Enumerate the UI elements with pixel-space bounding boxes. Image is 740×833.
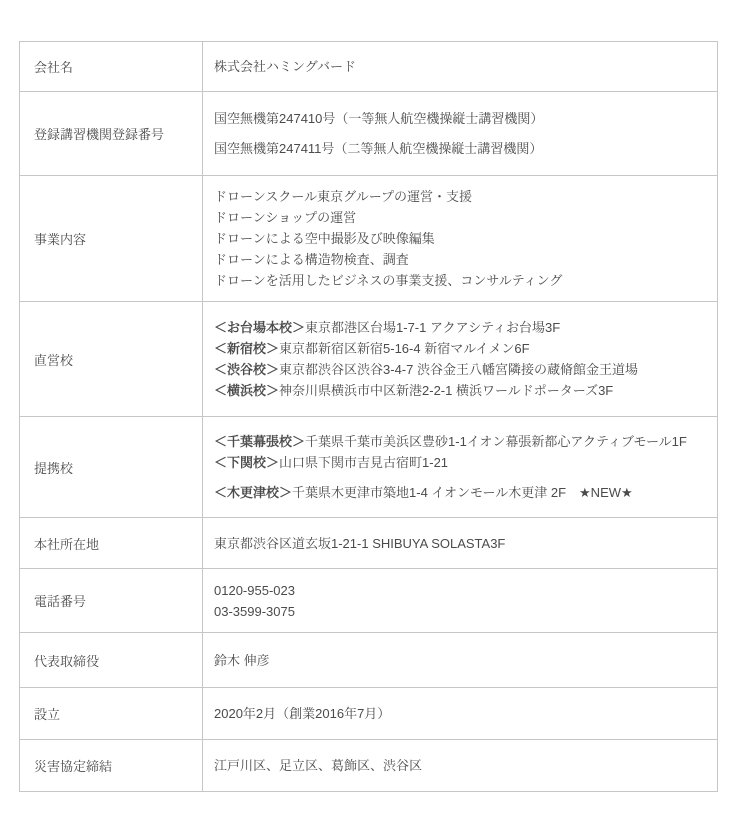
school-name: ＜お台場本校＞ bbox=[214, 320, 306, 335]
value-line bbox=[214, 703, 709, 724]
row-value bbox=[203, 633, 718, 688]
value-line bbox=[214, 56, 709, 77]
table-row bbox=[20, 302, 718, 417]
text-segment: 国空無機第247410号（一等無人航空機操縦士講習機関） bbox=[214, 111, 544, 126]
company-overview-section bbox=[19, 41, 718, 792]
value-line bbox=[214, 482, 709, 503]
text-segment: 東京都渋谷区道玄坂1-21-1 SHIBUYA SOLASTA3F bbox=[214, 535, 506, 551]
text-segment: 鈴木 伸彦 bbox=[214, 652, 270, 668]
text-segment: ドローンスクール東京グループの運営・支援 bbox=[214, 189, 473, 204]
table-row bbox=[20, 518, 718, 569]
row-label: 直営校 bbox=[20, 302, 203, 417]
row-value bbox=[203, 688, 718, 740]
row-label: 登録講習機関登録番号 bbox=[20, 92, 203, 176]
table-row bbox=[20, 417, 718, 518]
table-row bbox=[20, 569, 718, 633]
text-segment: 株式会社ハミングバード bbox=[214, 59, 356, 74]
school-name: ＜木更津校＞ bbox=[214, 485, 293, 500]
value-line bbox=[214, 207, 709, 228]
table-row bbox=[20, 92, 718, 176]
row-label: 設立 bbox=[20, 688, 203, 740]
text-segment: ドローンによる空中撮影及び映像編集 bbox=[214, 231, 435, 246]
value-line bbox=[214, 452, 709, 473]
text-segment: 国空無機第247411号（二等無人航空機操縦士講習機関） bbox=[214, 141, 543, 156]
text-segment: 江戸川区、足立区、葛飾区、渋谷区 bbox=[214, 758, 423, 773]
text-segment: 0120-955-023 bbox=[214, 582, 295, 598]
text-segment: 神奈川県横浜市中区新港2-2-1 横浜ワールドポーターズ3F bbox=[279, 383, 614, 398]
value-line bbox=[214, 186, 709, 207]
row-value bbox=[203, 176, 718, 302]
value-line bbox=[214, 270, 709, 291]
value-line bbox=[214, 338, 709, 359]
company-overview-table bbox=[19, 41, 718, 792]
table-row bbox=[20, 740, 718, 792]
row-value bbox=[203, 740, 718, 792]
value-line bbox=[214, 228, 709, 249]
company-table-body bbox=[20, 42, 718, 792]
table-row bbox=[20, 633, 718, 688]
text-segment: 03-3599-3075 bbox=[214, 603, 295, 619]
text-segment: 東京都渋谷区渋谷3-4-7 渋谷金王八幡宮隣接の蔵脩館金王道場 bbox=[279, 362, 638, 377]
table-row bbox=[20, 688, 718, 740]
row-label: 事業内容 bbox=[20, 176, 203, 302]
text-segment: 東京都新宿区新宿5-16-4 新宿マルイメン6F bbox=[279, 341, 530, 356]
value-line bbox=[214, 431, 709, 452]
row-label: 会社名 bbox=[20, 42, 203, 92]
text-segment: 山口県下関市吉見古宿町1-21 bbox=[279, 455, 449, 470]
text-segment: ドローンを活用したビジネスの事業支援、コンサルティング bbox=[214, 273, 563, 288]
school-name: ＜下関校＞ bbox=[214, 455, 280, 470]
text-segment: ドローンショップの運営 bbox=[214, 210, 357, 225]
value-line bbox=[214, 359, 709, 380]
row-value bbox=[203, 42, 718, 92]
school-name: ＜横浜校＞ bbox=[214, 383, 280, 398]
text-segment: 2020年2月（創業2016年7月） bbox=[214, 706, 391, 721]
school-name: ＜新宿校＞ bbox=[214, 341, 280, 356]
value-line bbox=[214, 601, 709, 622]
value-line bbox=[214, 580, 709, 601]
row-value bbox=[203, 518, 718, 569]
row-label: 代表取締役 bbox=[20, 633, 203, 688]
text-segment: 千葉県千葉市美浜区豊砂1-1イオン幕張新都心アクティブモール1F bbox=[305, 434, 687, 449]
row-value bbox=[203, 569, 718, 633]
text-segment: 東京都港区台場1-7-1 アクアシティお台場3F bbox=[305, 320, 561, 335]
row-value bbox=[203, 417, 718, 518]
school-name: ＜千葉幕張校＞ bbox=[214, 434, 306, 449]
school-name: ＜渋谷校＞ bbox=[214, 362, 280, 377]
value-line bbox=[214, 755, 709, 776]
table-row bbox=[20, 42, 718, 92]
value-line bbox=[214, 317, 709, 338]
value-line bbox=[214, 380, 709, 401]
value-line bbox=[214, 249, 709, 270]
value-line bbox=[214, 138, 709, 159]
value-line bbox=[214, 650, 709, 671]
text-segment: ドローンによる構造物検査、調査 bbox=[214, 252, 409, 267]
row-label: 電話番号 bbox=[20, 569, 203, 633]
text-segment: 千葉県木更津市築地1-4 イオンモール木更津 2F ★NEW★ bbox=[292, 485, 633, 500]
row-label: 災害協定締結 bbox=[20, 740, 203, 792]
row-value bbox=[203, 92, 718, 176]
row-label: 本社所在地 bbox=[20, 518, 203, 569]
value-line bbox=[214, 533, 709, 554]
row-value bbox=[203, 302, 718, 417]
value-line bbox=[214, 108, 709, 129]
table-row bbox=[20, 176, 718, 302]
row-label: 提携校 bbox=[20, 417, 203, 518]
